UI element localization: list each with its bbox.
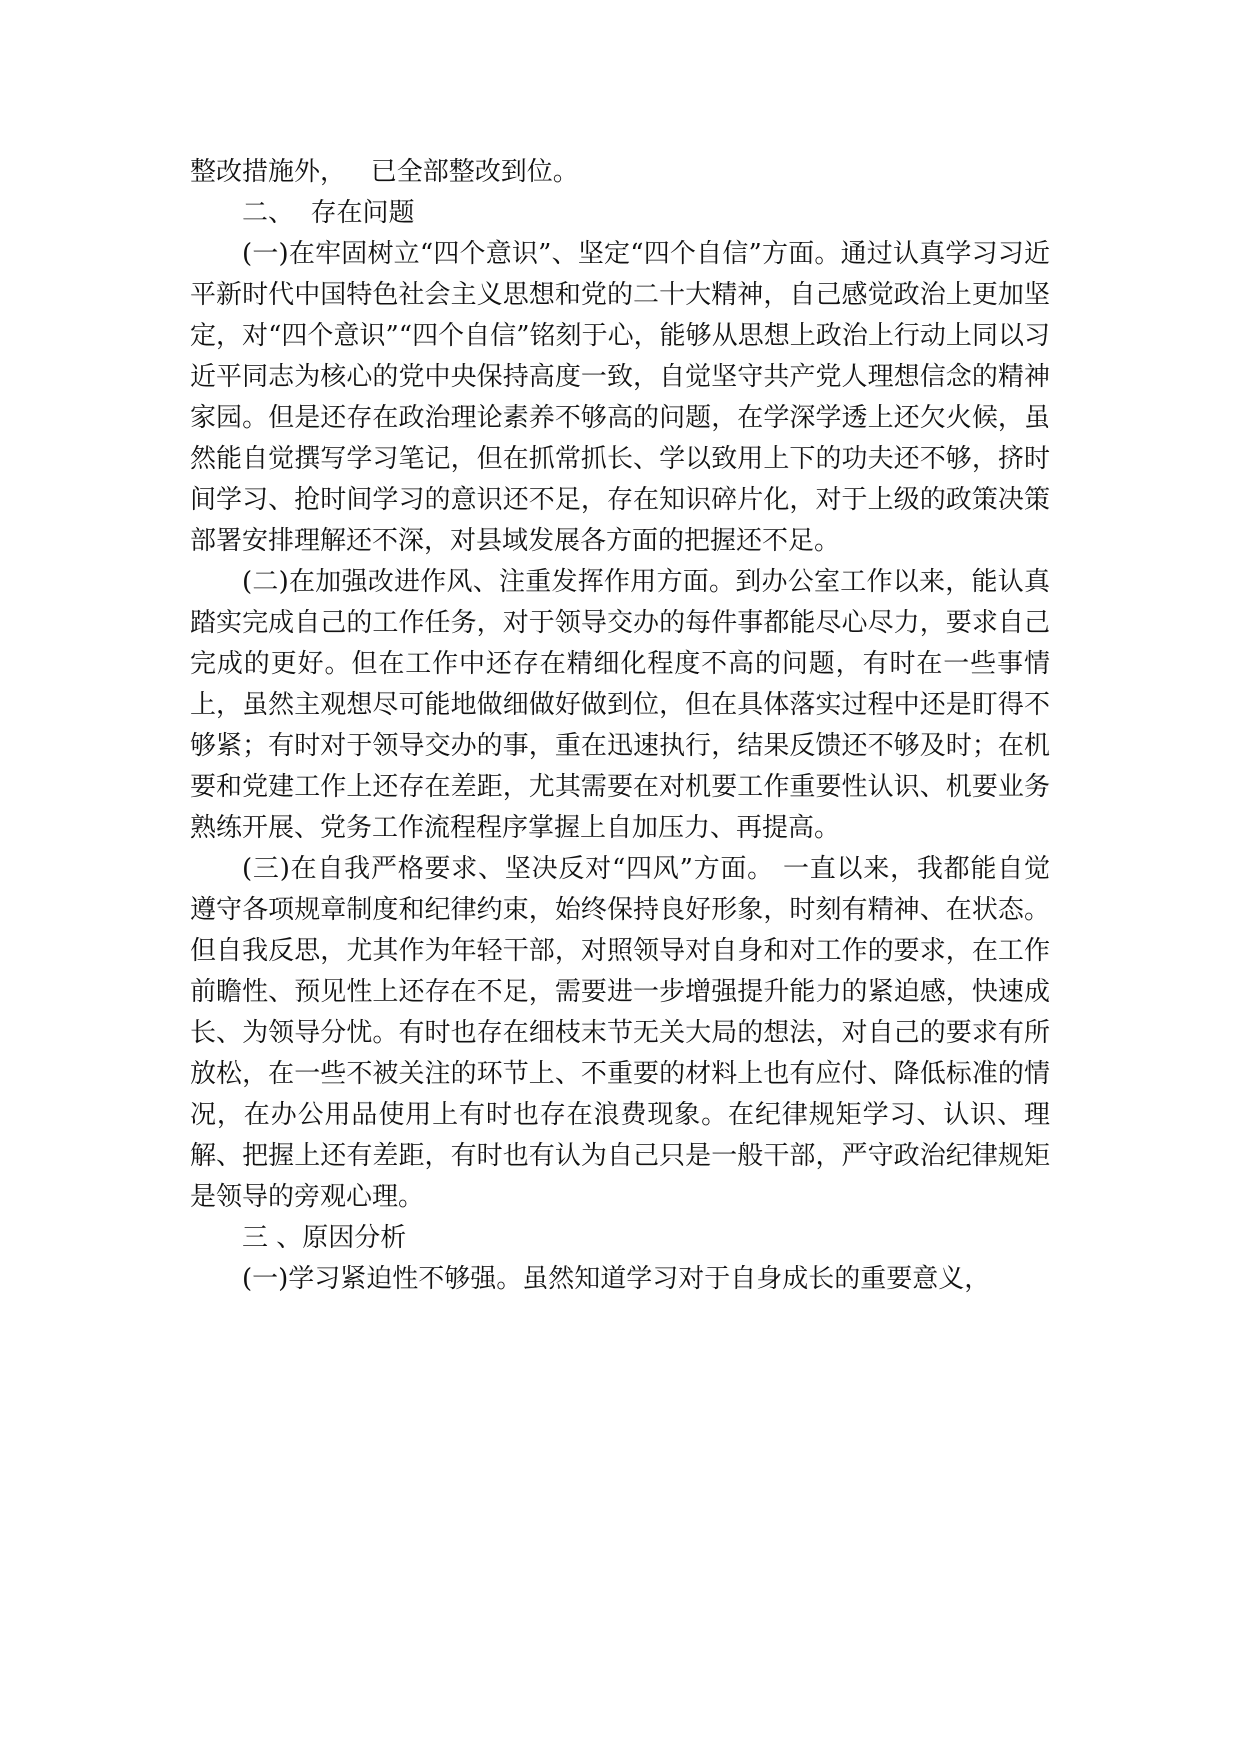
section-heading-problems: 二、 存在问题	[242, 198, 415, 228]
paragraph-study-urgency: (一)学习紧迫性不够强。虽然知道学习对于自身成长的重要意义，	[242, 1264, 991, 1294]
paragraph-four-winds: (三)在自我严格要求、坚决反对“四风”方面。 一直以来，我都能自觉遵守各项规章制度和纪律约束，始终保持良好形象，时刻有精神、在状态。但自我反思，尤其作为年轻干部，对照领导对自身和对工作的要求，在工作前瞻性、预见性上还存在不足，需要进一步增强提升能力的紧迫感，快速成长、为领导分忧。有时也存在细枝末节无关大局的想法，对自己的要求有所放松，在一些不被关注的环节上、不重要的材料上也有应付、降低标准的情况，在办公用品使用上有时也存在浪费现象。在纪律规矩学习、认识、理解、把握上还有差距，有时也有认为自己只是一般干部，严守政治纪律规矩是领导的旁观心理。	[190, 854, 1050, 1212]
document-body	[190, 152, 1050, 1300]
paragraph-work-style: (二)在加强改进作风、注重发挥作用方面。到办公室工作以来，能认真踏实完成自己的工作任务，对于领导交办的每件事都能尽心尽力，要求自己完成的更好。但在工作中还存在精细化程度不高的问题，有时在一些事情上，虽然主观想尽可能地做细做好做到位，但在具体落实过程中还是盯得不够紧；有时对于领导交办的事，重在迅速执行，结果反馈还不够及时；在机要和党建工作上还存在差距，尤其需要在对机要工作重要性认识、机要业务熟练开展、党务工作流程程序掌握上自加压力、再提高。	[190, 567, 1050, 843]
intro-line: 整改措施外， 已全部整改到位。	[190, 157, 579, 187]
section-heading-cause-analysis: 三 、原因分析	[242, 1223, 407, 1253]
paragraph-four-consciousness: (一)在牢固树立“四个意识”、坚定“四个自信”方面。通过认真学习习近平新时代中国特色社会主义思想和党的二十大精神，自己感觉政治上更加坚定，对“四个意识”“四个自信”铭刻于心，能够从思想上政治上行动上同以习近平同志为核心的党中央保持高度一致，自觉坚守共产党人理想信念的精神家园。但是还存在政治理论素养不够高的问题，在学深学透上还欠火候，虽然能自觉撰写学习笔记，但在抓常抓长、学以致用上下的功夫还不够，挤时间学习、抢时间学习的意识还不足，存在知识碎片化，对于上级的政策决策部署安排理解还不深，对县域发展各方面的把握还不足。	[190, 239, 1050, 556]
